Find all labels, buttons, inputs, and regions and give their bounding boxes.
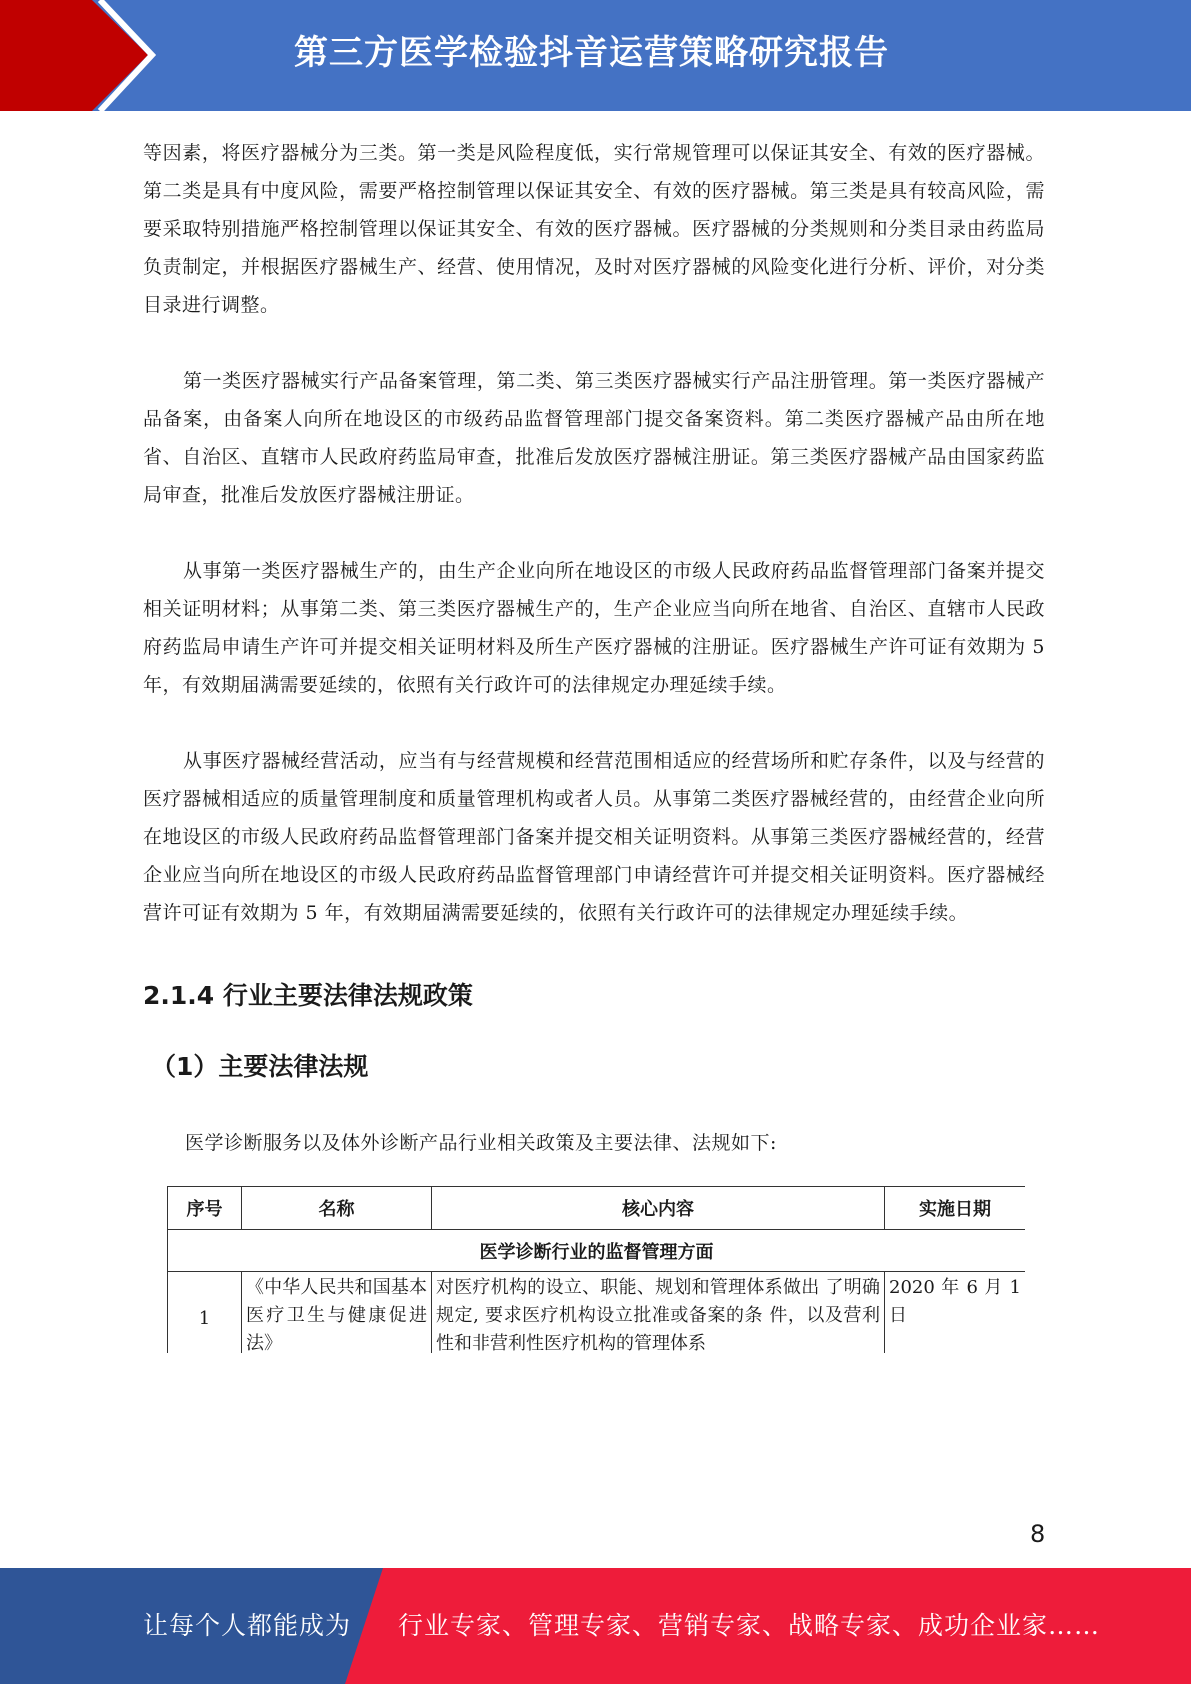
- report-title: 第三方医学检验抖音运营策略研究报告: [294, 33, 889, 73]
- col-header-number: 序号: [168, 1187, 242, 1230]
- col-header-date: 实施日期: [885, 1187, 1026, 1230]
- paragraph: 从事医疗器械经营活动，应当有与经营规模和经营范围相适应的经营场所和贮存条件，以及与经营的医疗器械相适应的质量管理制度和质量管理机构或者人员。从事第二类医疗器械经营的，由经营企业向所在地设区的市级人民政府药品监督管理部门备案并提交相关证明资料。从事第三类医疗器械经营的，经营企业应当向所在地设区的市级人民政府药品监督管理部门申请经营许可并提交相关证明资料。医疗器械经营许可证有效期为 5 年，有效期届满需要延续的，依照有关行政许可的法律规定办理延续手续。: [143, 750, 1045, 924]
- body-text: [143, 134, 1045, 970]
- row-law-name: 《中华人民共和国基本医疗卫生与健康促进法》: [242, 1272, 432, 1354]
- table-group-row: [168, 1230, 1026, 1272]
- footer-slogan-left: 让每个人都能成为: [143, 1611, 352, 1640]
- col-header-name: 名称: [242, 1187, 432, 1230]
- laws-table: [167, 1186, 1025, 1353]
- paragraph: 等因素，将医疗器械分为三类。第一类是风险程度低，实行常规管理可以保证其安全、有效的医疗器械。第二类是具有中度风险，需要严格控制管理以保证其安全、有效的医疗器械。第三类是具有较高风险，需要采取特别措施严格控制管理以保证其安全、有效的医疗器械。医疗器械的分类规则和分类目录由药监局负责制定，并根据医疗器械生产、经营、使用情况，及时对医疗器械的风险变化进行分析、评价，对分类目录进行调整。: [143, 142, 1045, 316]
- table-row: [168, 1272, 1026, 1354]
- page-footer: [0, 1568, 1191, 1684]
- row-core-content: 对医疗机构的设立、职能、规划和管理体系做出 了明确规定, 要求医疗机构设立批准或备案的条 件，以及营利性和非营利性医疗机构的管理体系: [432, 1272, 885, 1354]
- group-label: 医学诊断行业的监督管理方面: [168, 1230, 1026, 1272]
- section-heading: 2.1.4 行业主要法律法规政策: [143, 981, 473, 1010]
- table-header-row: [168, 1187, 1026, 1230]
- paragraph: 第一类医疗器械实行产品备案管理，第二类、第三类医疗器械实行产品注册管理。第一类医疗器械产品备案，由备案人向所在地设区的市级药品监督管理部门提交备案资料。第二类医疗器械产品由所在地省、自治区、直辖市人民政府药监局审查，批准后发放医疗器械注册证。第三类医疗器械产品由国家药监局审查，批准后发放医疗器械注册证。: [143, 370, 1045, 506]
- footer-slogan-right: 行业专家、管理专家、营销专家、战略专家、成功企业家……: [398, 1611, 1101, 1640]
- page-header: [0, 0, 1191, 111]
- row-effective-date: 2020 年 6 月 1 日: [885, 1272, 1026, 1354]
- col-header-content: 核心内容: [432, 1187, 885, 1230]
- table-intro: 医学诊断服务以及体外诊断产品行业相关政策及主要法律、法规如下:: [185, 1132, 777, 1154]
- paragraph: 从事第一类医疗器械生产的，由生产企业向所在地设区的市级人民政府药品监督管理部门备案并提交相关证明材料；从事第二类、第三类医疗器械生产的，生产企业应当向所在地省、自治区、直辖市人民政府药监局申请生产许可并提交相关证明材料及所生产医疗器械的注册证。医疗器械生产许可证有效期为 5 年，有效期届满需要延续的，依照有关行政许可的法律规定办理延续手续。: [143, 560, 1045, 696]
- sub-heading: （1）主要法律法规: [151, 1052, 369, 1081]
- row-number: 1: [168, 1272, 242, 1354]
- page-number: 8: [1030, 1520, 1046, 1548]
